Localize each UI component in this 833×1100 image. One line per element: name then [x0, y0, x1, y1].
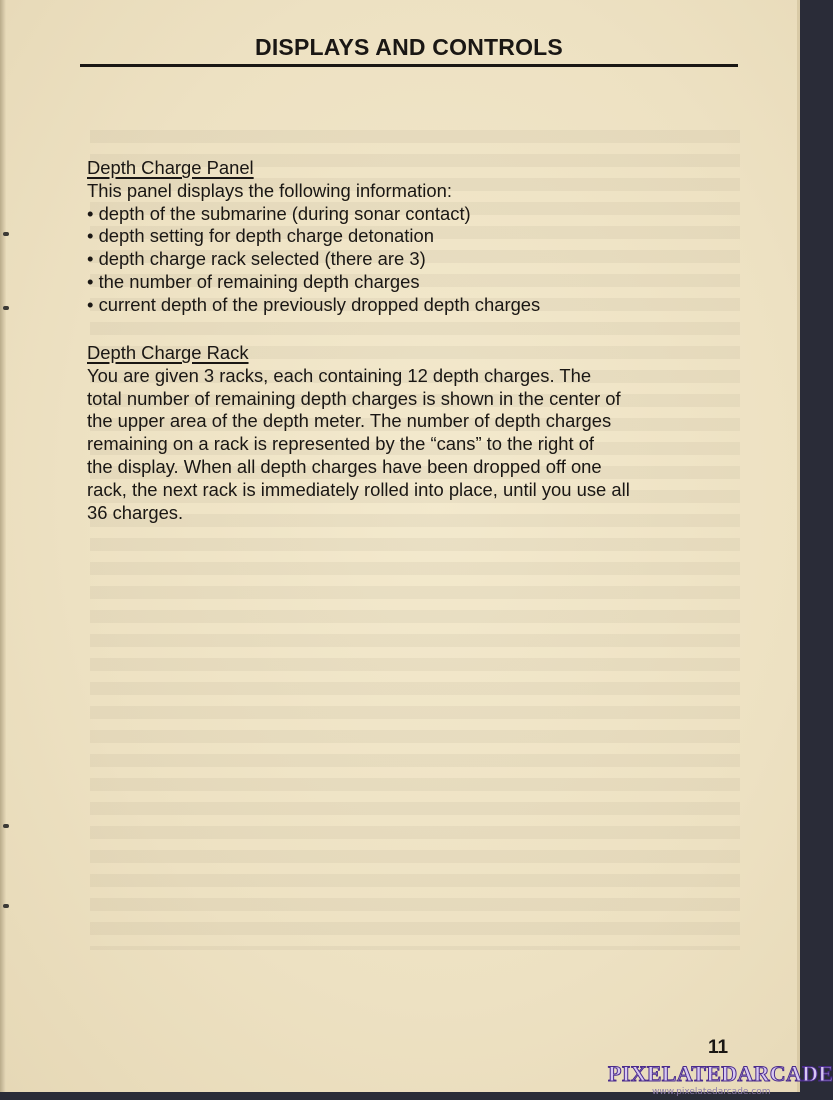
staple-mark [3, 306, 9, 310]
list-item: • the number of remaining depth charges [87, 271, 747, 294]
depth-charge-panel-section [87, 157, 747, 317]
paragraph-line: rack, the next rack is immediately rolled into place, until you use all [87, 478, 630, 500]
section-heading: Depth Charge Panel [87, 157, 254, 178]
page-number: 11 [708, 1037, 729, 1058]
page-spine [0, 0, 6, 1092]
paragraph-line: total number of remaining depth charges is shown in the center of [87, 387, 621, 409]
paragraph-line: You are given 3 racks, each containing 12 depth charges. The [87, 364, 592, 386]
list-item: • current depth of the previously dropped depth charges [87, 294, 747, 317]
title-rule [80, 64, 738, 67]
list-item: • depth of the submarine (during sonar contact) [87, 203, 747, 226]
info-list [87, 203, 747, 317]
paragraph-line: remaining on a rack is represented by the “cans” to the right of [87, 433, 595, 455]
section-intro: This panel displays the following information: [87, 179, 452, 201]
list-item: • depth setting for depth charge detonation [87, 225, 747, 248]
paragraph-line: the display. When all depth charges have been dropped off one [87, 455, 602, 477]
staple-mark [3, 824, 9, 828]
page-title: DISPLAYS AND CONTROLS [255, 34, 563, 60]
list-item: • depth charge rack selected (there are 3) [87, 248, 747, 271]
paragraph-line: the upper area of the depth meter. The number of depth charges [87, 410, 612, 432]
paragraph-line: 36 charges. [87, 501, 184, 523]
watermark-url: www.pixelatedarcade.com [652, 1087, 771, 1097]
watermark-logo: PIXELATEDARCADE [608, 1061, 833, 1086]
staple-mark [3, 904, 9, 908]
staple-mark [3, 232, 9, 236]
section-heading: Depth Charge Rack [87, 342, 249, 363]
depth-charge-rack-section [87, 342, 747, 524]
